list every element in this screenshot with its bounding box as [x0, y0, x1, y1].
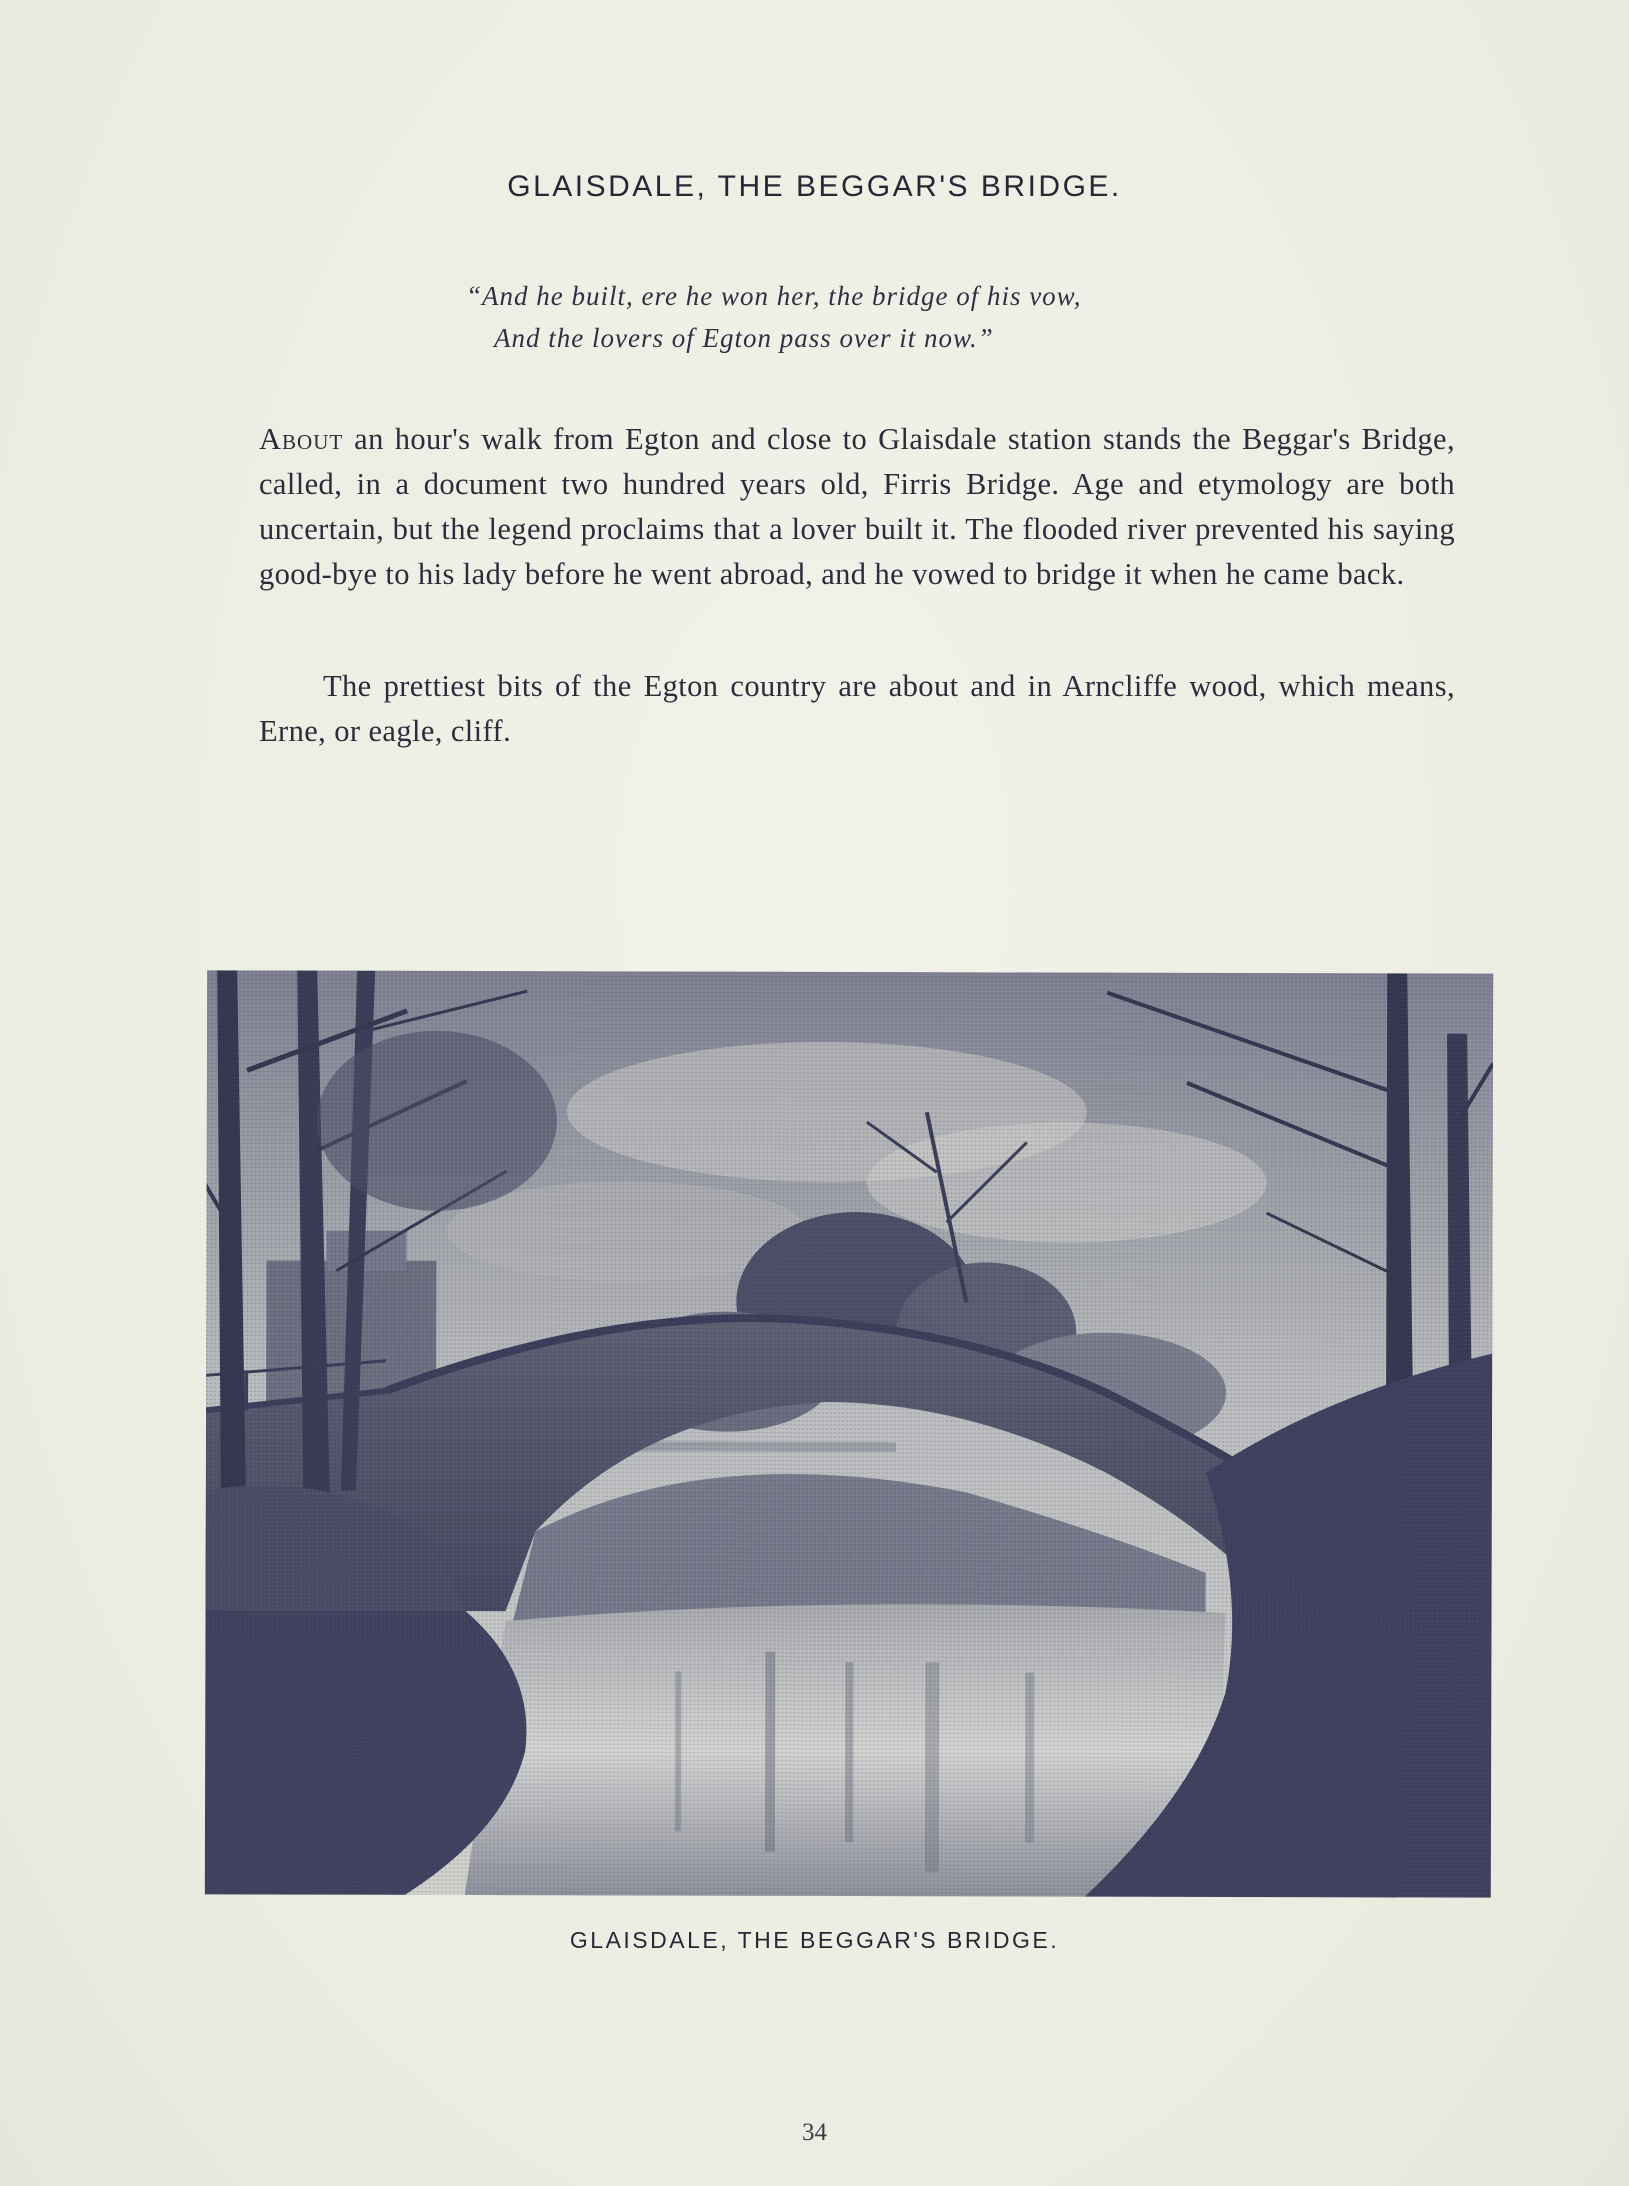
figure-caption: GLAISDALE, THE BEGGAR'S BRIDGE.: [569, 1927, 1060, 1953]
paragraph-2: The prettiest bits of the Egton country are about and in Arncliffe wood, which means, Erne, or eagle, cliff.: [259, 669, 1455, 748]
epigraph-quote: [466, 275, 1266, 359]
bridge-photograph: [205, 970, 1493, 1897]
bridge-photograph-illustration: [205, 970, 1493, 1897]
epigraph-line-1: “And he built, ere he won her, the bridge of his vow,: [466, 281, 1082, 311]
paragraph-1-text: an hour's walk from Egton and close to Glaisdale station stands the Beggar's Bridge, called, in a document two hundred years old, Firris Bridge. Age and etymology are both uncertain, but the legend proclaims that a lover built it. The flooded river prevented his saying good-bye to his lady before he went abroad, and he vowed to bridge it when he came back.: [259, 422, 1455, 591]
page-number: 34: [802, 2119, 827, 2146]
paragraph-1: [259, 417, 1455, 597]
paragraph-1-lead-word: About: [259, 422, 344, 456]
epigraph-line-2: And the lovers of Egton pass over it now.”: [494, 323, 994, 353]
page-title: GLAISDALE, THE BEGGAR'S BRIDGE.: [507, 170, 1122, 203]
